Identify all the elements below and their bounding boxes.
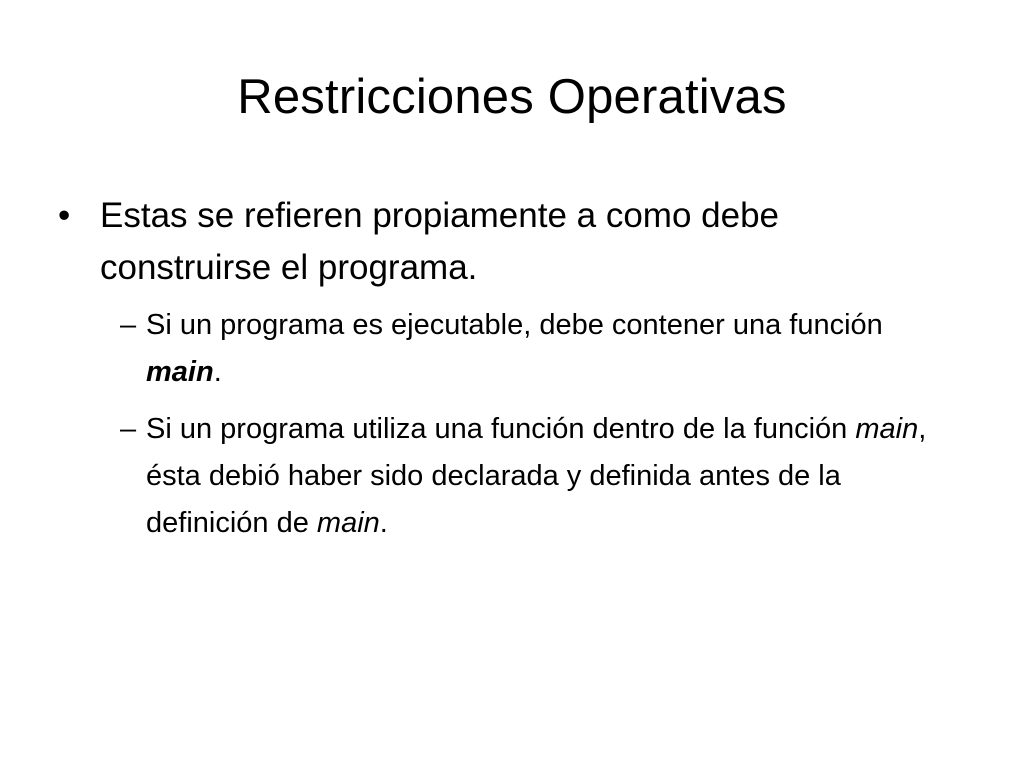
slide-title: Restricciones Operativas bbox=[237, 70, 787, 124]
code-term-main: main bbox=[146, 356, 214, 388]
sub-bullet-text: Si un programa es ejecutable, debe contener una función bbox=[146, 309, 883, 341]
bullet-text: Estas se refieren propiamente a como debe construirse el programa. bbox=[100, 196, 779, 287]
dash-marker: – bbox=[120, 413, 137, 445]
code-term-main: main bbox=[316, 507, 380, 539]
sub-bullet-item bbox=[120, 406, 946, 547]
sub-bullet-item bbox=[120, 302, 946, 396]
sub-bullet-text-end: . bbox=[213, 356, 222, 388]
bullet-marker: • bbox=[58, 196, 71, 235]
sub-bullet-text: Si un programa utiliza una función dentro de la función bbox=[146, 413, 856, 445]
bullet-item bbox=[58, 190, 958, 294]
dash-marker: – bbox=[120, 309, 137, 341]
code-term-main: main bbox=[855, 413, 919, 445]
sub-bullet-text-middle: , ésta debió haber sido declarada y definida antes de la definición de bbox=[146, 413, 927, 539]
slide-content bbox=[58, 190, 958, 557]
sub-bullet-text-end: . bbox=[379, 507, 388, 539]
